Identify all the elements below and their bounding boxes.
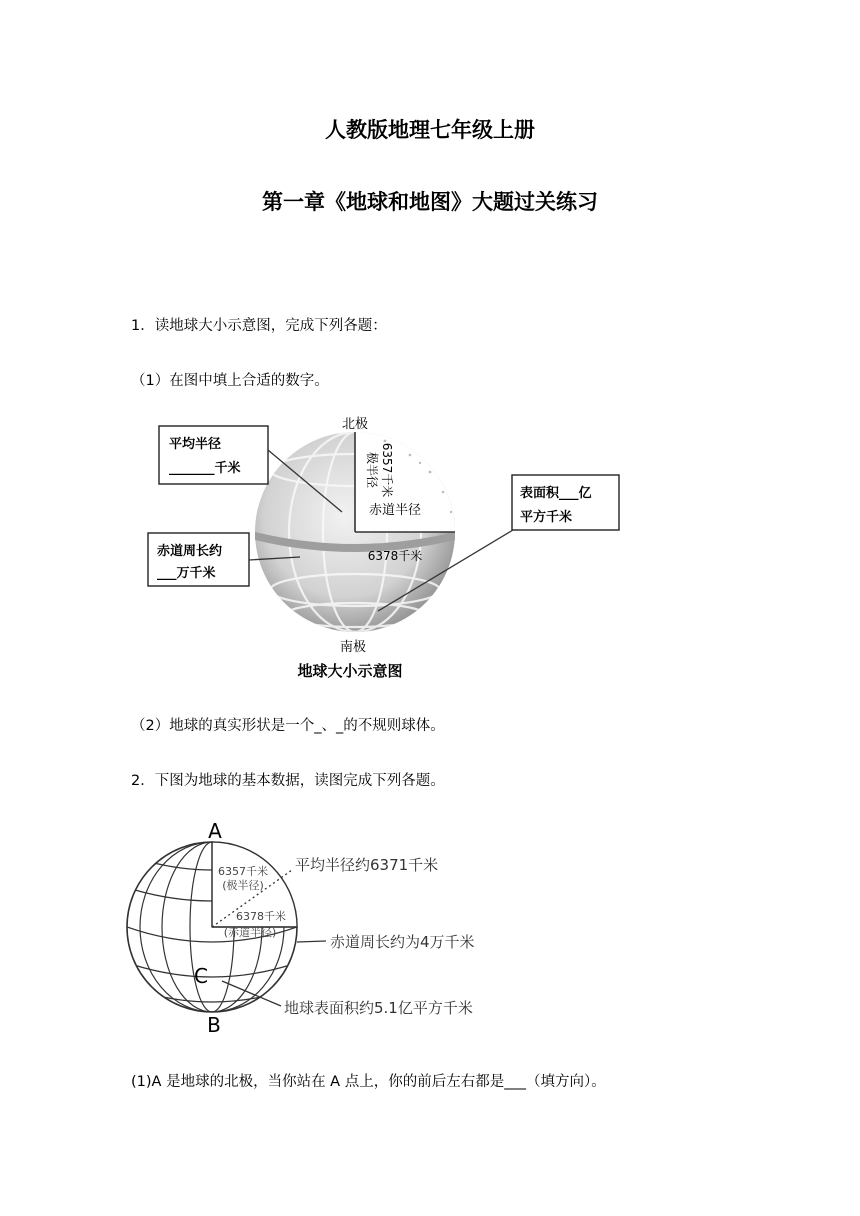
equatorial-radius-note: (赤道半径) — [223, 926, 277, 939]
surface-area-line-2: 平方千米 — [520, 510, 573, 525]
document-subtitle: 第一章《地球和地图》大题过关练习 — [262, 190, 598, 214]
earth-size-diagram — [140, 410, 640, 695]
point-c-label: C — [194, 964, 208, 988]
question-2-sub-1: (1)A 是地球的北极，当你站在 A 点上，你的前后左右都是___（填方向）。 — [131, 1074, 606, 1090]
north-pole-label: 北极 — [341, 417, 369, 432]
polar-radius-note: (极半径) — [222, 879, 264, 892]
circumference-text: 赤道周长约为4万千米 — [330, 933, 475, 951]
mean-radius-line-2: _______千米 — [169, 461, 241, 476]
polar-radius-label: 极半径 — [365, 451, 379, 489]
equatorial-radius-value: 6378千米 — [367, 549, 423, 563]
mean-radius-text: 平均半径约6371千米 — [295, 856, 439, 874]
south-pole-label: 南极 — [339, 640, 367, 655]
mean-radius-line-1: 平均半径 — [169, 437, 222, 452]
question-1-sub-2: （2）地球的真实形状是一个_、_的不规则球体。 — [131, 718, 445, 734]
question-1-stem: 1．读地球大小示意图，完成下列各题： — [131, 318, 387, 334]
circumference-line-1: 赤道周长约 — [157, 544, 223, 559]
circumference-line-2: ___万千米 — [157, 566, 216, 581]
question-2-stem: 2．下图为地球的基本数据，读图完成下列各题。 — [131, 773, 445, 789]
polar-radius-value: 6357千米 — [218, 865, 268, 878]
document-title: 人教版地理七年级上册 — [325, 118, 535, 142]
point-a-label: A — [208, 819, 222, 843]
circumference-pointer — [297, 941, 326, 942]
equatorial-radius-label: 赤道半径 — [368, 503, 422, 518]
diagram-caption: 地球大小示意图 — [297, 662, 403, 680]
surface-area-line-1: 表面积___亿 — [520, 486, 592, 501]
polar-radius-value: 6357千米 — [380, 442, 394, 498]
earth-basic-data-diagram — [120, 815, 520, 1040]
question-1-sub-1: （1）在图中填上合适的数字。 — [131, 373, 329, 389]
equatorial-radius-value: 6378千米 — [236, 910, 286, 923]
surface-area-text: 地球表面积约5.1亿平方千米 — [284, 999, 473, 1017]
point-b-label: B — [207, 1013, 221, 1037]
